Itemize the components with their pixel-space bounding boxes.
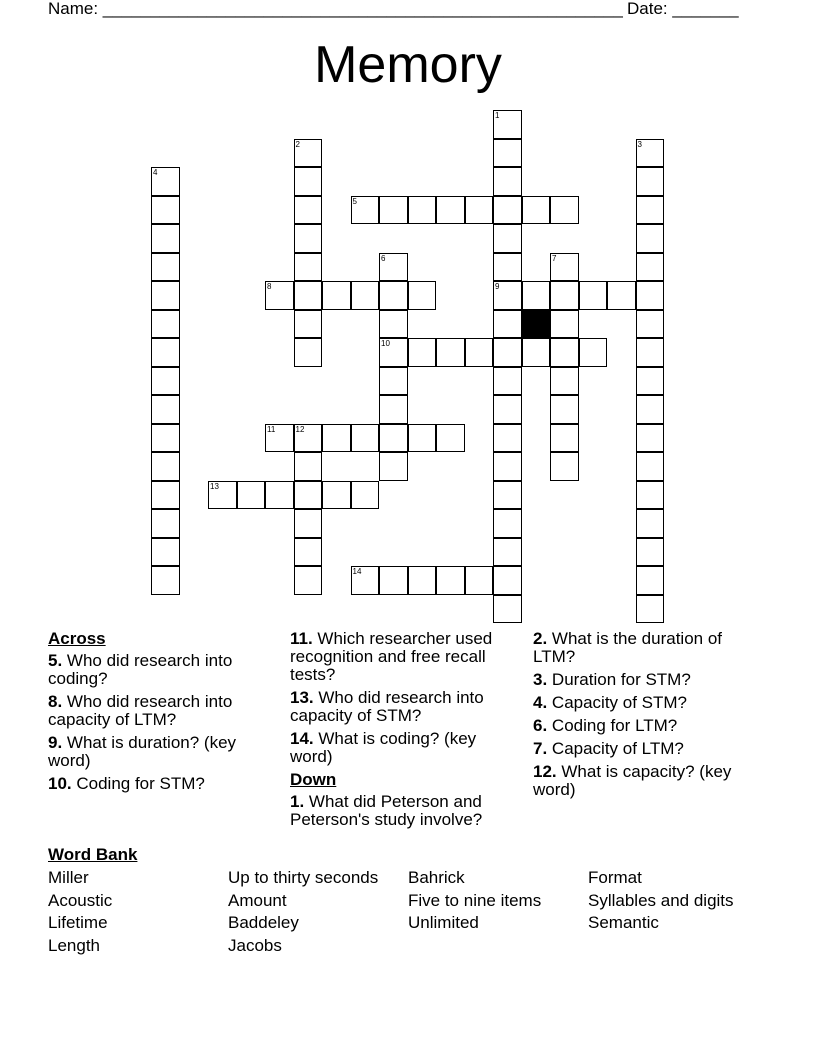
grid-cell-number: 11 (267, 424, 276, 434)
grid-cell (493, 310, 522, 339)
clue-text: What is duration? (key word) (48, 733, 237, 770)
grid-cell-number: 2 (295, 139, 300, 149)
grid-cell (151, 281, 180, 310)
clue-number: 10. (48, 774, 72, 793)
grid-cell (493, 538, 522, 567)
grid-cell (465, 566, 494, 595)
clue-item (290, 689, 512, 725)
grid-cell (636, 338, 665, 367)
grid-cell (465, 196, 494, 225)
word-bank-item: Lifetime (48, 913, 108, 933)
grid-cell-number: 7 (552, 253, 557, 263)
grid-cell (493, 395, 522, 424)
grid-cell (151, 253, 180, 282)
grid-cell-number: 9 (495, 282, 500, 291)
word-bank-item: Up to thirty seconds (228, 868, 379, 887)
clue-text: Capacity of LTM? (547, 739, 684, 758)
grid-cell (493, 338, 522, 367)
clue-text: Who did research into capacity of STM? (290, 688, 484, 725)
grid-cell (636, 509, 665, 538)
grid-cell (493, 566, 522, 595)
grid-cell (294, 509, 323, 538)
word-bank-item: Baddeley (228, 913, 299, 933)
clue-number: 11. (290, 629, 313, 648)
grid-cell (379, 367, 408, 396)
grid-cell (493, 424, 522, 453)
word-bank-item: Format (588, 868, 642, 887)
grid-cell (522, 338, 551, 367)
word-bank-title: Word Bank (48, 845, 138, 864)
grid-cell (322, 281, 351, 310)
clue-number: 6. (533, 716, 548, 735)
grid-cell (493, 452, 522, 481)
clue-item (533, 694, 755, 712)
grid-cell (550, 452, 579, 481)
grid-cell (493, 139, 522, 168)
grid-cell (294, 224, 323, 253)
grid-cell (550, 424, 579, 453)
clue-text: Who did research into coding? (48, 651, 233, 688)
grid-cell (493, 281, 522, 310)
word-bank-item: Acoustic (48, 890, 113, 910)
clue-text: Capacity of STM? (547, 693, 688, 712)
grid-cell (151, 566, 180, 595)
grid-cell (294, 196, 323, 225)
grid-cell-number: 10 (381, 339, 390, 348)
grid-cell (151, 481, 180, 510)
grid-cell (151, 224, 180, 253)
grid-cell-number: 8 (267, 282, 272, 291)
clue-number: 14. (290, 729, 314, 748)
grid-cell (151, 338, 180, 367)
grid-cell (522, 281, 551, 310)
grid-cell-number: 14 (352, 567, 362, 576)
grid-cell (636, 424, 665, 453)
clue-number: 5. (48, 651, 63, 670)
clue-item (48, 775, 270, 793)
grid-cell (436, 566, 465, 595)
grid-cell (636, 481, 665, 510)
grid-cell (351, 196, 380, 225)
clue-item (290, 630, 512, 684)
clue-item (533, 671, 755, 689)
grid-cell (579, 338, 608, 367)
clue-number: 13. (290, 688, 314, 707)
clue-number: 3. (533, 670, 548, 689)
grid-cell (379, 338, 408, 367)
grid-cell (636, 538, 665, 567)
grid-cell-number: 12 (295, 424, 305, 434)
clue-item (290, 793, 512, 829)
clue-item (48, 734, 270, 770)
grid-cell (379, 310, 408, 339)
grid-cell (294, 310, 323, 339)
grid-cell (294, 566, 323, 595)
name-field-label: Name: _______________________________________________________ (48, 0, 623, 18)
grid-cell (636, 595, 665, 624)
grid-cell (351, 566, 380, 595)
across-heading: Across (48, 629, 106, 648)
word-bank-item: Bahrick (408, 868, 465, 887)
grid-cell (579, 281, 608, 310)
grid-cell (379, 253, 408, 282)
grid-cell (550, 338, 579, 367)
date-field-label: Date: _______ (627, 0, 739, 18)
grid-cell (151, 509, 180, 538)
grid-cell (237, 481, 266, 510)
grid-cell (636, 310, 665, 339)
grid-cell (351, 281, 380, 310)
clue-text: Which researcher used recognition and free recall tests? (290, 629, 493, 684)
grid-cell (636, 139, 665, 168)
grid-cell (550, 395, 579, 424)
grid-cell-number: 1 (495, 111, 500, 120)
grid-cell (493, 110, 522, 139)
grid-cell (636, 566, 665, 595)
grid-cell (408, 424, 437, 453)
grid-cell (151, 310, 180, 339)
grid-cell (265, 424, 294, 453)
grid-cell (151, 395, 180, 424)
grid-cell (379, 395, 408, 424)
clue-number: 1. (290, 792, 305, 811)
grid-cell (550, 253, 579, 282)
down-heading: Down (290, 770, 337, 789)
grid-cell (636, 395, 665, 424)
grid-cell (322, 424, 351, 453)
grid-cell (379, 424, 408, 453)
grid-cell (436, 424, 465, 453)
grid-cell (493, 253, 522, 282)
clues-column-1 (48, 630, 270, 798)
grid-cell (294, 338, 323, 367)
grid-cell (294, 538, 323, 567)
grid-cell (493, 167, 522, 196)
clue-number: 2. (533, 629, 548, 648)
grid-cell (493, 481, 522, 510)
word-bank-item: Miller (48, 868, 89, 887)
grid-cell-number: 6 (381, 253, 386, 263)
clue-text: What did Peterson and Peterson's study involve? (290, 792, 483, 829)
grid-cell (294, 452, 323, 481)
word-bank-item: Five to nine items (408, 890, 542, 910)
grid-cell (493, 595, 522, 624)
grid-cell-number: 3 (637, 139, 642, 149)
grid-cell (294, 281, 323, 310)
clue-text: What is the duration of LTM? (533, 629, 723, 666)
grid-cell (465, 338, 494, 367)
clue-text: Who did research into capacity of LTM? (48, 692, 233, 729)
grid-cell (550, 367, 579, 396)
clues-column-3 (533, 630, 755, 804)
grid-cell (151, 424, 180, 453)
clues-column-2 (290, 630, 512, 834)
grid-cell (636, 281, 665, 310)
word-bank-item: Jacobs (228, 936, 282, 956)
word-bank-item: Syllables and digits (588, 890, 734, 910)
grid-cell (294, 253, 323, 282)
clue-text: What is capacity? (key word) (533, 762, 732, 799)
clue-item (48, 693, 270, 729)
grid-cell (550, 310, 579, 339)
grid-cell (379, 281, 408, 310)
grid-cell (636, 452, 665, 481)
clue-number: 9. (48, 733, 63, 752)
grid-cell (379, 452, 408, 481)
grid-cell (294, 139, 323, 168)
word-bank-item: Semantic (588, 913, 659, 933)
grid-cell (351, 481, 380, 510)
page-title: Memory (314, 36, 502, 94)
grid-cell (550, 196, 579, 225)
word-bank-item: Amount (228, 890, 287, 910)
blocked-cell (522, 310, 551, 339)
clue-item (533, 740, 755, 758)
clue-number: 12. (533, 762, 557, 781)
clue-item (290, 730, 512, 766)
clue-text: Duration for STM? (547, 670, 691, 689)
grid-cell-number: 5 (352, 196, 357, 206)
clue-number: 7. (533, 739, 548, 758)
grid-cell (379, 566, 408, 595)
grid-cell (294, 424, 323, 453)
clue-number: 4. (533, 693, 548, 712)
grid-cell (550, 281, 579, 310)
grid-cell (151, 452, 180, 481)
grid-cell (607, 281, 636, 310)
grid-cell (436, 196, 465, 225)
grid-cell (493, 224, 522, 253)
grid-cell (522, 196, 551, 225)
grid-cell (151, 538, 180, 567)
grid-cell (493, 196, 522, 225)
grid-cell (408, 281, 437, 310)
grid-cell (636, 167, 665, 196)
grid-cell (265, 281, 294, 310)
grid-cell (636, 224, 665, 253)
grid-cell (379, 196, 408, 225)
grid-cell-number: 13 (210, 481, 219, 491)
grid-cell (322, 481, 351, 510)
clue-item (533, 717, 755, 735)
grid-cell-number: 4 (153, 168, 158, 177)
grid-cell (636, 367, 665, 396)
clue-text: What is coding? (key word) (290, 729, 477, 766)
grid-cell (151, 167, 180, 196)
grid-cell (408, 196, 437, 225)
grid-cell (208, 481, 237, 510)
clue-number: 8. (48, 692, 63, 711)
clue-item (533, 630, 755, 666)
grid-cell (351, 424, 380, 453)
grid-cell (294, 167, 323, 196)
word-bank-item: Unlimited (408, 913, 479, 933)
grid-cell (408, 338, 437, 367)
grid-cell (151, 367, 180, 396)
clue-item (48, 652, 270, 688)
clue-text: Coding for LTM? (547, 716, 678, 735)
word-bank-item: Length (48, 936, 100, 956)
grid-cell (493, 509, 522, 538)
grid-cell (294, 481, 323, 510)
grid-cell (151, 196, 180, 225)
grid-cell (636, 253, 665, 282)
clue-text: Coding for STM? (71, 774, 205, 793)
grid-cell (636, 196, 665, 225)
grid-cell (493, 367, 522, 396)
grid-cell (265, 481, 294, 510)
grid-cell (436, 338, 465, 367)
clue-item (533, 763, 755, 799)
grid-cell (408, 566, 437, 595)
